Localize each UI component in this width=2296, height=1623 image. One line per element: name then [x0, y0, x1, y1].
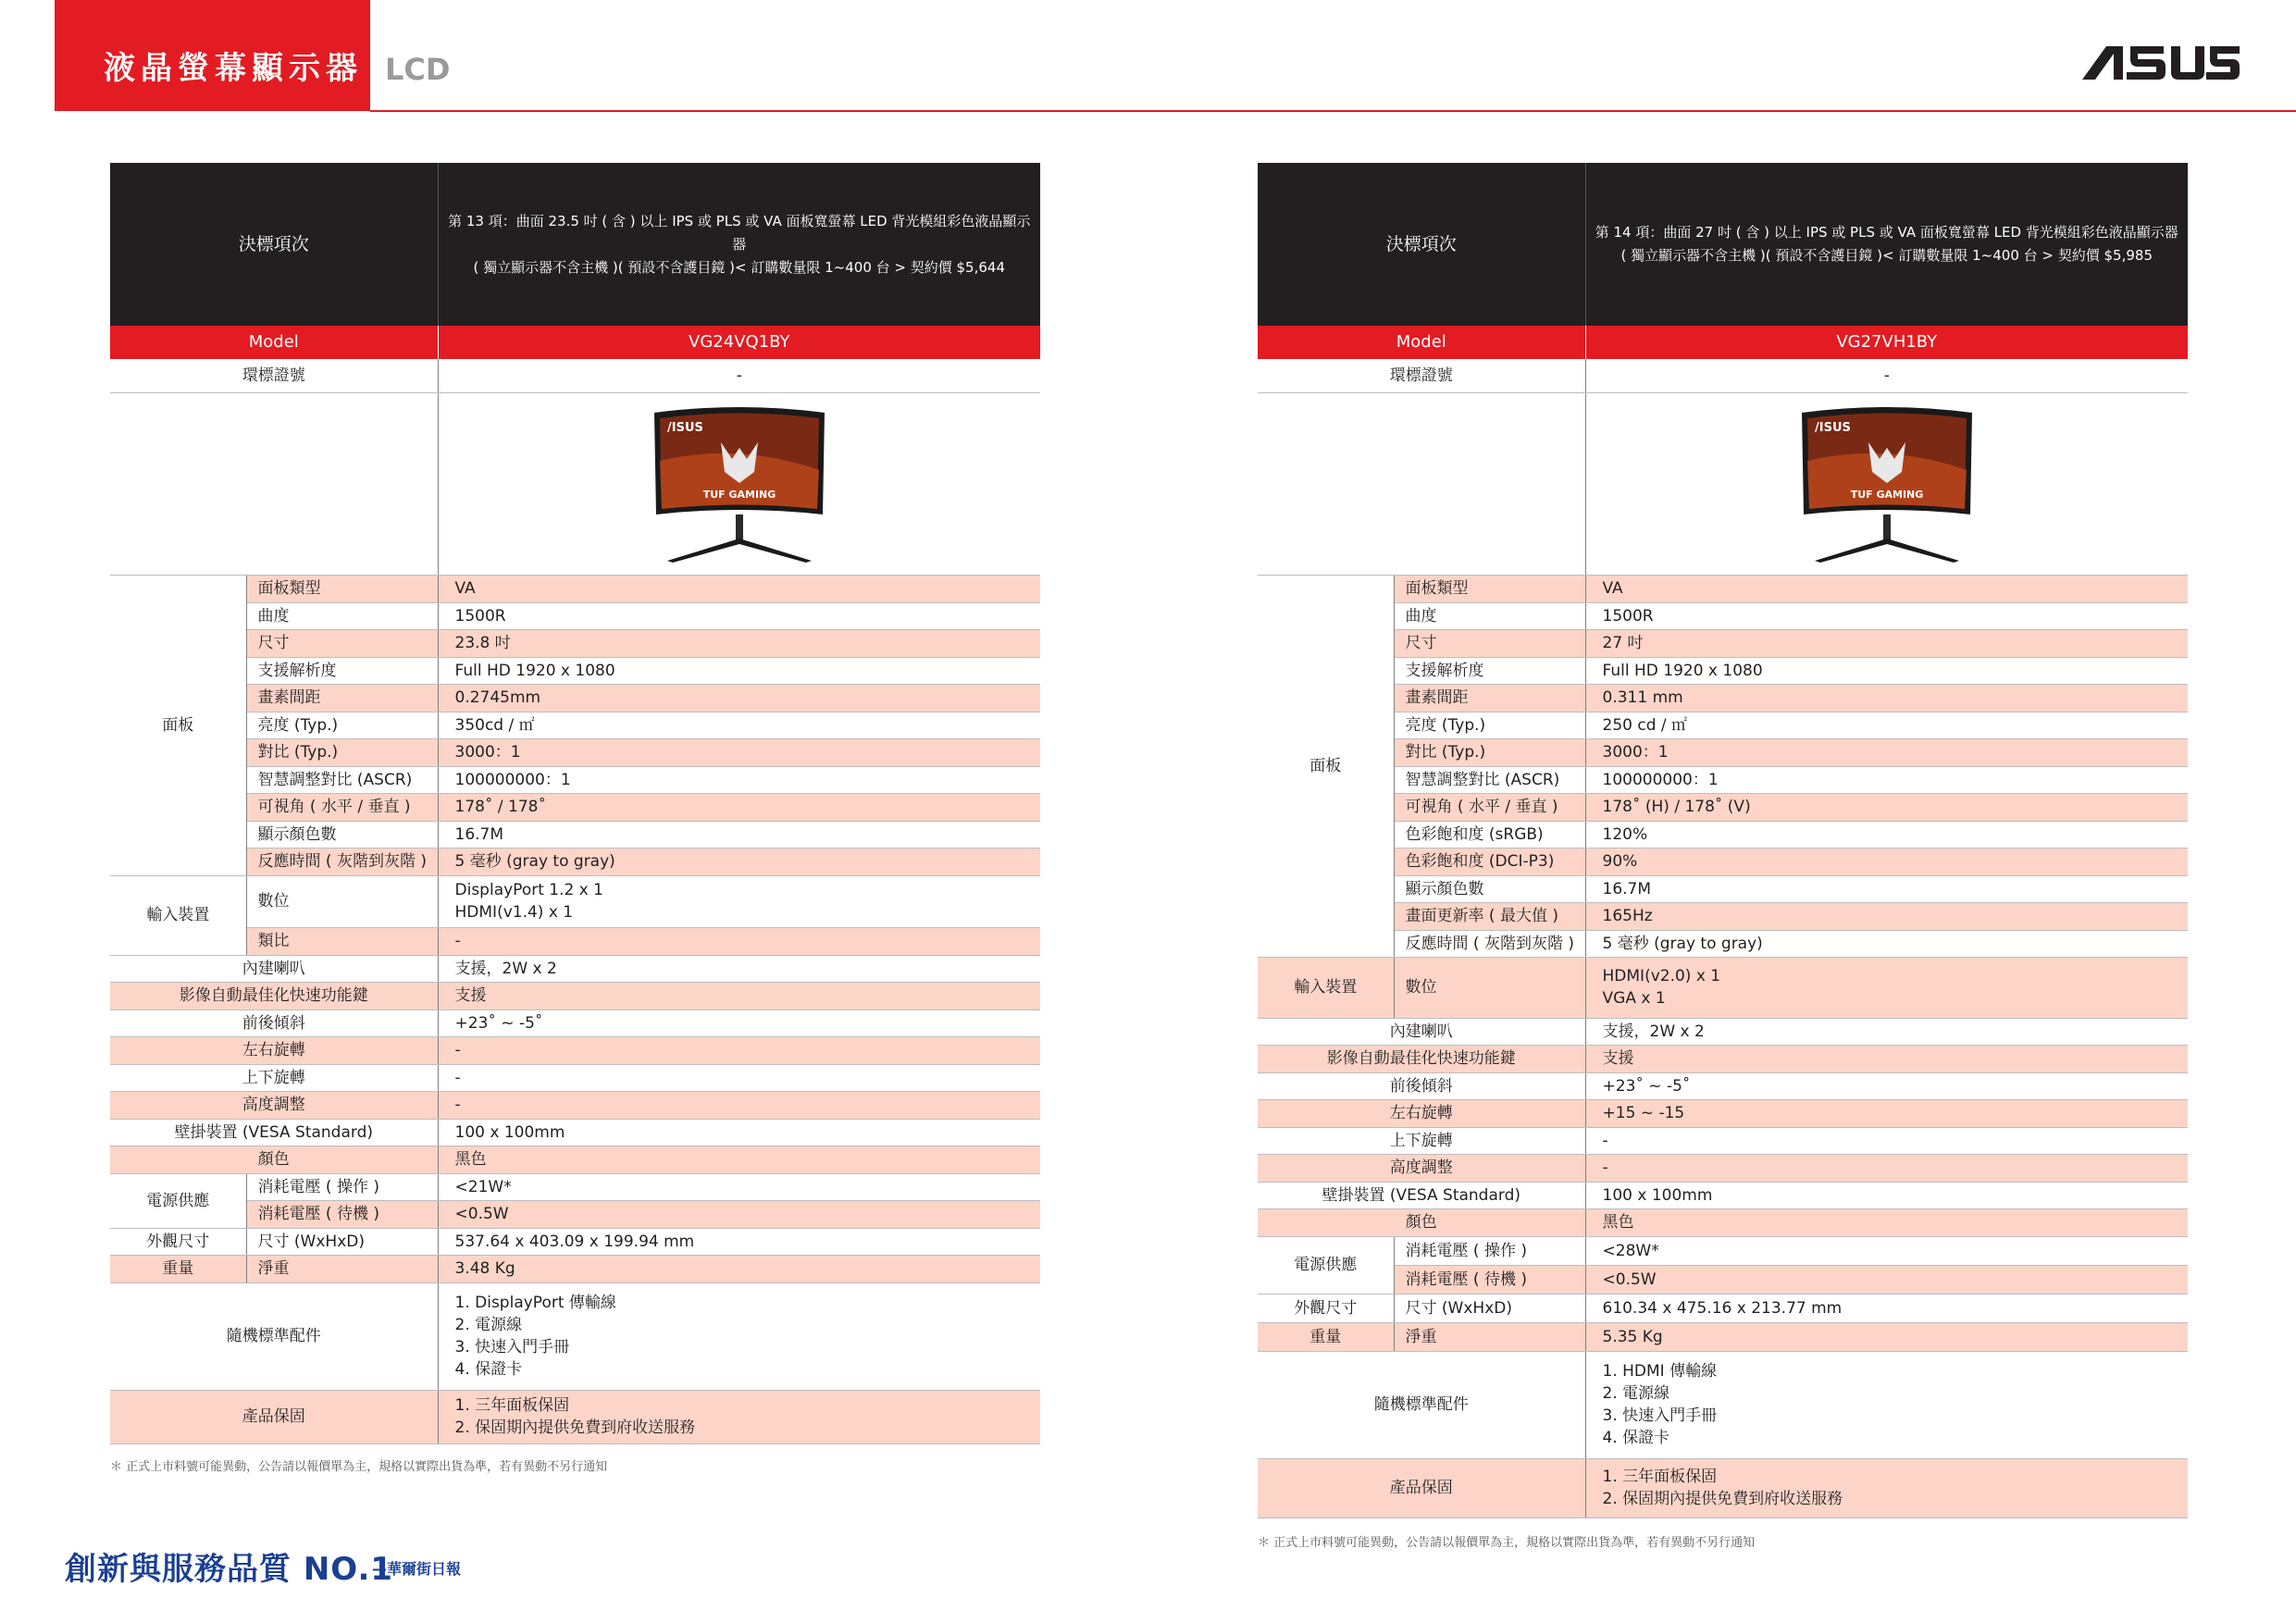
- spec-value: 1500R: [1585, 602, 2188, 629]
- spec-value: 5 毫秒 (gray to gray): [1585, 930, 2188, 957]
- spec-label: 顯示顏色數: [1394, 875, 1585, 902]
- spec-label: 數位: [1394, 957, 1585, 1018]
- spec-value: 支援，2W x 2: [438, 955, 1040, 982]
- warranty-item: 2. 保固期內提供免費到府收送服務: [454, 1419, 696, 1437]
- spec-row: [1258, 875, 2188, 902]
- page-title: 液晶螢幕顯示器: [104, 50, 363, 87]
- spec-row: [1258, 629, 2188, 657]
- spec-value: 350cd / ㎡: [438, 712, 1040, 738]
- spec-row: [1258, 1099, 2188, 1127]
- page-category: LCD: [385, 52, 451, 87]
- monitor-brand-text: /ISUS: [1814, 420, 1851, 435]
- spec-value: Full HD 1920 x 1080: [438, 657, 1040, 684]
- eco-value: -: [438, 359, 1040, 392]
- dim-group-label: 外觀尺寸: [110, 1228, 246, 1255]
- spec-row: [110, 848, 1040, 875]
- accessory-item: 3. 快速入門手冊: [454, 1338, 570, 1357]
- tender-item-line2: ( 獨立顯示器不含主機 )( 預設不含護目鏡 )< 訂購數量限 1~400 台 > 契約價 $5,985: [1620, 247, 2153, 264]
- spec-value: 支援，2W x 2: [1585, 1018, 2188, 1045]
- spec-value: -: [438, 927, 1040, 955]
- spec-value: 5.35 Kg: [1585, 1322, 2188, 1351]
- spec-value: 178˚ (H) / 178˚ (V): [1585, 793, 2188, 821]
- spec-row: [110, 602, 1040, 629]
- model-label: Model: [1258, 326, 1585, 359]
- model-value: VG24VQ1BY: [438, 326, 1040, 359]
- spec-label: 類比: [246, 927, 438, 955]
- spec-value: 3000：1: [438, 738, 1040, 766]
- model-label: Model: [110, 326, 438, 359]
- spec-label: 智慧調整對比 (ASCR): [1394, 766, 1585, 793]
- spec-label: 支援解析度: [246, 657, 438, 684]
- tender-item-description: [438, 163, 1040, 326]
- tender-item-label: 決標項次: [110, 163, 438, 326]
- accessories-row: [1258, 1351, 2188, 1458]
- spec-value: +23˚ ~ -5˚: [1585, 1072, 2188, 1099]
- spec-row: [110, 927, 1040, 955]
- spec-value: 537.64 x 403.09 x 199.94 mm: [438, 1228, 1040, 1255]
- spec-value: 610.34 x 475.16 x 213.77 mm: [1585, 1294, 2188, 1322]
- accessories-row: [110, 1282, 1040, 1390]
- product-image-row: [110, 392, 1040, 575]
- tender-item-description: [1585, 163, 2188, 326]
- spec-row: [1258, 930, 2188, 957]
- tender-item-row: [1258, 163, 2188, 326]
- weight-group-label: 重量: [1258, 1322, 1394, 1351]
- accessory-item: 2. 電源線: [1602, 1384, 1670, 1403]
- spec-value: 100 x 100mm: [1585, 1182, 2188, 1208]
- weight-group-label: 重量: [110, 1255, 246, 1282]
- spec-row: [1258, 902, 2188, 930]
- spec-row: [1258, 1072, 2188, 1099]
- spec-value: 16.7M: [1585, 875, 2188, 902]
- spec-label: 反應時間 ( 灰階到灰階 ): [246, 848, 438, 875]
- warranty-list: [438, 1390, 1040, 1443]
- spec-label: 壁掛裝置 (VESA Standard): [1258, 1182, 1585, 1208]
- tender-item-line1: 第 14 項：曲面 27 吋 ( 含 ) 以上 IPS 或 PLS 或 VA 面板寬螢幕 LED 背光模組彩色液晶顯示器: [1595, 224, 2178, 241]
- tender-item-row: [110, 163, 1040, 326]
- spec-label: 對比 (Typ.): [1394, 738, 1585, 766]
- spec-row: [1258, 1045, 2188, 1072]
- spec-row: [1258, 1294, 2188, 1322]
- warranty-item: 1. 三年面板保固: [1602, 1468, 1718, 1486]
- accessory-item: 4. 保證卡: [1602, 1429, 1670, 1447]
- eco-label: 環標證號: [110, 359, 438, 392]
- spec-row: [110, 955, 1040, 982]
- monitor-image: [1794, 405, 1980, 563]
- accessory-item: 3. 快速入門手冊: [1602, 1406, 1718, 1425]
- spec-value: 0.2745mm: [438, 684, 1040, 712]
- spec-value: +23˚ ~ -5˚: [438, 1010, 1040, 1036]
- spec-value: 100000000：1: [438, 766, 1040, 793]
- accessories-label: 隨機標準配件: [110, 1282, 438, 1390]
- input-digital-line: HDMI(v2.0) x 1: [1602, 967, 1721, 985]
- spec-value: 16.7M: [438, 821, 1040, 848]
- eco-label-row: [110, 359, 1040, 392]
- spec-row: [1258, 793, 2188, 821]
- spec-label: 支援解析度: [1394, 657, 1585, 684]
- monitor-brand-text: /ISUS: [666, 420, 703, 435]
- spec-value: -: [438, 1091, 1040, 1119]
- spec-label: 消耗電壓 ( 操作 ): [246, 1173, 438, 1200]
- spec-label: 智慧調整對比 (ASCR): [246, 766, 438, 793]
- footer-source: —華爾街日報: [372, 1560, 462, 1578]
- monitor-image: [647, 405, 832, 563]
- spec-label: 顏色: [110, 1146, 438, 1173]
- spec-label: 尺寸: [246, 629, 438, 657]
- spec-value: +15 ~ -15: [1585, 1099, 2188, 1127]
- spec-label: 影像自動最佳化快速功能鍵: [110, 982, 438, 1010]
- warranty-item: 2. 保固期內提供免費到府收送服務: [1602, 1490, 1843, 1508]
- model-row: [1258, 326, 2188, 359]
- spec-row: [1258, 657, 2188, 684]
- spec-label: 畫素間距: [1394, 684, 1585, 712]
- spec-row: [1258, 602, 2188, 629]
- product-image: [438, 392, 1040, 575]
- spec-value: 黑色: [1585, 1208, 2188, 1236]
- spec-row: [1258, 1322, 2188, 1351]
- accessory-item: 2. 電源線: [454, 1316, 523, 1334]
- warranty-row: [1258, 1458, 2188, 1518]
- warranty-item: 1. 三年面板保固: [454, 1396, 570, 1415]
- power-group-label: 電源供應: [110, 1173, 246, 1228]
- spec-value: 100000000：1: [1585, 766, 2188, 793]
- spec-value: -: [1585, 1127, 2188, 1154]
- spec-table-left: [110, 163, 1040, 1444]
- spec-value: -: [1585, 1154, 2188, 1182]
- spec-row: [110, 1146, 1040, 1173]
- spec-row: [1258, 1127, 2188, 1154]
- spec-value: <0.5W: [1585, 1265, 2188, 1294]
- spec-row: [110, 1010, 1040, 1036]
- spec-label: 面板類型: [1394, 575, 1585, 602]
- spec-value: 5 毫秒 (gray to gray): [438, 848, 1040, 875]
- input-group-label: 輸入裝置: [1258, 957, 1394, 1018]
- power-group-label: 電源供應: [1258, 1236, 1394, 1294]
- spec-row: [110, 1036, 1040, 1064]
- spec-label: 曲度: [1394, 602, 1585, 629]
- input-digital-line: HDMI(v1.4) x 1: [454, 903, 574, 922]
- spec-label: 畫面更新率 ( 最大值 ): [1394, 902, 1585, 930]
- asus-logo: [2082, 44, 2240, 81]
- accessories-list: [438, 1282, 1040, 1390]
- spec-label: 尺寸 (WxHxD): [246, 1228, 438, 1255]
- panel-group-label: 面板: [1258, 575, 1394, 957]
- spec-row: [1258, 1208, 2188, 1236]
- spec-value: 0.311 mm: [1585, 684, 2188, 712]
- spec-label: 面板類型: [246, 575, 438, 602]
- eco-label-row: [1258, 359, 2188, 392]
- spec-row: [1258, 1265, 2188, 1294]
- spec-value: VA: [1585, 575, 2188, 602]
- accessory-item: 1. DisplayPort 傳輸線: [454, 1294, 616, 1312]
- accessory-item: 1. HDMI 傳輸線: [1602, 1362, 1718, 1381]
- spec-row: [1258, 712, 2188, 738]
- spec-value: 23.8 吋: [438, 629, 1040, 657]
- spec-label: 內建喇叭: [110, 955, 438, 982]
- spec-row: [110, 738, 1040, 766]
- spec-row: [110, 657, 1040, 684]
- spec-label: 左右旋轉: [1258, 1099, 1585, 1127]
- warranty-label: 產品保固: [1258, 1458, 1585, 1518]
- input-group-label: 輸入裝置: [110, 875, 246, 955]
- spec-value: -: [438, 1036, 1040, 1064]
- tender-item-line2: ( 獨立顯示器不含主機 )( 預設不含護目鏡 )< 訂購數量限 1~400 台 > 契約價 $5,644: [473, 258, 1005, 276]
- accessories-list: [1585, 1351, 2188, 1458]
- spec-label: 數位: [246, 875, 438, 927]
- spec-label: 影像自動最佳化快速功能鍵: [1258, 1045, 1585, 1072]
- spec-row: [1258, 738, 2188, 766]
- spec-value: [438, 875, 1040, 927]
- spec-label: 高度調整: [1258, 1154, 1585, 1182]
- spec-row: [1258, 821, 2188, 848]
- spec-value: <0.5W: [438, 1200, 1040, 1228]
- spec-value: 90%: [1585, 848, 2188, 875]
- input-digital-line: DisplayPort 1.2 x 1: [454, 881, 604, 899]
- spec-label: 顯示顏色數: [246, 821, 438, 848]
- disclaimer-left: ＊ 正式上市料號可能異動，公告請以報價單為主，規格以實際出貨為準，若有異動不另行通知: [110, 1460, 608, 1474]
- spec-label: 對比 (Typ.): [246, 738, 438, 766]
- accessories-label: 隨機標準配件: [1258, 1351, 1585, 1458]
- spec-row: [1258, 1154, 2188, 1182]
- spec-row: [110, 793, 1040, 821]
- spec-label: 內建喇叭: [1258, 1018, 1585, 1045]
- disclaimer-right: ＊ 正式上市料號可能異動，公告請以報價單為主，規格以實際出貨為準，若有異動不另行通知: [1258, 1536, 1756, 1550]
- spec-value: -: [438, 1064, 1040, 1091]
- warranty-label: 產品保固: [110, 1390, 438, 1443]
- spec-label: 上下旋轉: [1258, 1127, 1585, 1154]
- spec-label: 可視角 ( 水平 / 垂直 ): [246, 793, 438, 821]
- spec-row: [110, 1200, 1040, 1228]
- spec-value: 3.48 Kg: [438, 1255, 1040, 1282]
- spec-value: <21W*: [438, 1173, 1040, 1200]
- spec-row: [1258, 1182, 2188, 1208]
- spec-value: 100 x 100mm: [438, 1119, 1040, 1146]
- spec-label: 尺寸 (WxHxD): [1394, 1294, 1585, 1322]
- input-digital-line: VGA x 1: [1602, 989, 1666, 1008]
- tender-item-line1: 第 13 項：曲面 23.5 吋 ( 含 ) 以上 IPS 或 PLS 或 VA 面板寬螢幕 LED 背光模組彩色液晶顯示器: [448, 212, 1031, 253]
- spec-label: 曲度: [246, 602, 438, 629]
- spec-value: 3000：1: [1585, 738, 2188, 766]
- monitor-gaming-text: TUF GAMING: [702, 488, 776, 501]
- spec-row: [1258, 766, 2188, 793]
- spec-value: VA: [438, 575, 1040, 602]
- spec-label: 消耗電壓 ( 操作 ): [1394, 1236, 1585, 1265]
- spec-label: 亮度 (Typ.): [246, 712, 438, 738]
- spec-row: [110, 875, 1040, 927]
- dim-group-label: 外觀尺寸: [1258, 1294, 1394, 1322]
- spec-label: 色彩飽和度 (sRGB): [1394, 821, 1585, 848]
- spec-label: 色彩飽和度 (DCI-P3): [1394, 848, 1585, 875]
- spec-value: Full HD 1920 x 1080: [1585, 657, 2188, 684]
- spec-row: [110, 1064, 1040, 1091]
- footer-slogan: 創新與服務品質 NO.1: [65, 1551, 394, 1588]
- spec-label: 高度調整: [110, 1091, 438, 1119]
- spec-value: 165Hz: [1585, 902, 2188, 930]
- model-value: VG27VH1BY: [1585, 326, 2188, 359]
- model-row: [110, 326, 1040, 359]
- spec-label: 淨重: [1394, 1322, 1585, 1351]
- spec-label: 淨重: [246, 1255, 438, 1282]
- spec-row: [1258, 684, 2188, 712]
- spec-value: 1500R: [438, 602, 1040, 629]
- spec-label: 尺寸: [1394, 629, 1585, 657]
- spec-row: [110, 684, 1040, 712]
- spec-label: 亮度 (Typ.): [1394, 712, 1585, 738]
- spec-value: 250 cd / ㎡: [1585, 712, 2188, 738]
- eco-label: 環標證號: [1258, 359, 1585, 392]
- spec-value: 120%: [1585, 821, 2188, 848]
- spec-label: 畫素間距: [246, 684, 438, 712]
- spec-value: 178˚ / 178˚: [438, 793, 1040, 821]
- spec-row: [110, 1091, 1040, 1119]
- spec-label: 上下旋轉: [110, 1064, 438, 1091]
- product-image: [1585, 392, 2188, 575]
- spec-row: [1258, 957, 2188, 1018]
- spec-value: 27 吋: [1585, 629, 2188, 657]
- spec-row: [1258, 1236, 2188, 1265]
- spec-row: [110, 982, 1040, 1010]
- header-divider: [370, 110, 2296, 112]
- spec-table-right: [1258, 163, 2188, 1518]
- warranty-list: [1585, 1458, 2188, 1518]
- monitor-gaming-text: TUF GAMING: [1850, 488, 1924, 501]
- spec-label: 消耗電壓 ( 待機 ): [246, 1200, 438, 1228]
- spec-row: [1258, 575, 2188, 602]
- spec-value: <28W*: [1585, 1236, 2188, 1265]
- spec-row: [110, 1228, 1040, 1255]
- tender-item-label: 決標項次: [1258, 163, 1585, 326]
- spec-row: [1258, 1018, 2188, 1045]
- spec-label: 壁掛裝置 (VESA Standard): [110, 1119, 438, 1146]
- spec-row: [110, 712, 1040, 738]
- spec-label: 顏色: [1258, 1208, 1585, 1236]
- spec-value: [1585, 957, 2188, 1018]
- spec-value: 支援: [1585, 1045, 2188, 1072]
- spec-value: 支援: [438, 982, 1040, 1010]
- product-image-row: [1258, 392, 2188, 575]
- spec-value: 黑色: [438, 1146, 1040, 1173]
- spec-label: 消耗電壓 ( 待機 ): [1394, 1265, 1585, 1294]
- spec-row: [110, 766, 1040, 793]
- spec-row: [110, 575, 1040, 602]
- spec-label: 前後傾斜: [1258, 1072, 1585, 1099]
- spec-row: [110, 821, 1040, 848]
- spec-row: [110, 1173, 1040, 1200]
- spec-label: 左右旋轉: [110, 1036, 438, 1064]
- spec-row: [110, 629, 1040, 657]
- panel-group-label: 面板: [110, 575, 246, 875]
- eco-value: -: [1585, 359, 2188, 392]
- spec-label: 前後傾斜: [110, 1010, 438, 1036]
- accessory-item: 4. 保證卡: [454, 1360, 523, 1379]
- warranty-row: [110, 1390, 1040, 1443]
- spec-label: 反應時間 ( 灰階到灰階 ): [1394, 930, 1585, 957]
- spec-row: [110, 1255, 1040, 1282]
- spec-row: [110, 1119, 1040, 1146]
- spec-row: [1258, 848, 2188, 875]
- spec-label: 可視角 ( 水平 / 垂直 ): [1394, 793, 1585, 821]
